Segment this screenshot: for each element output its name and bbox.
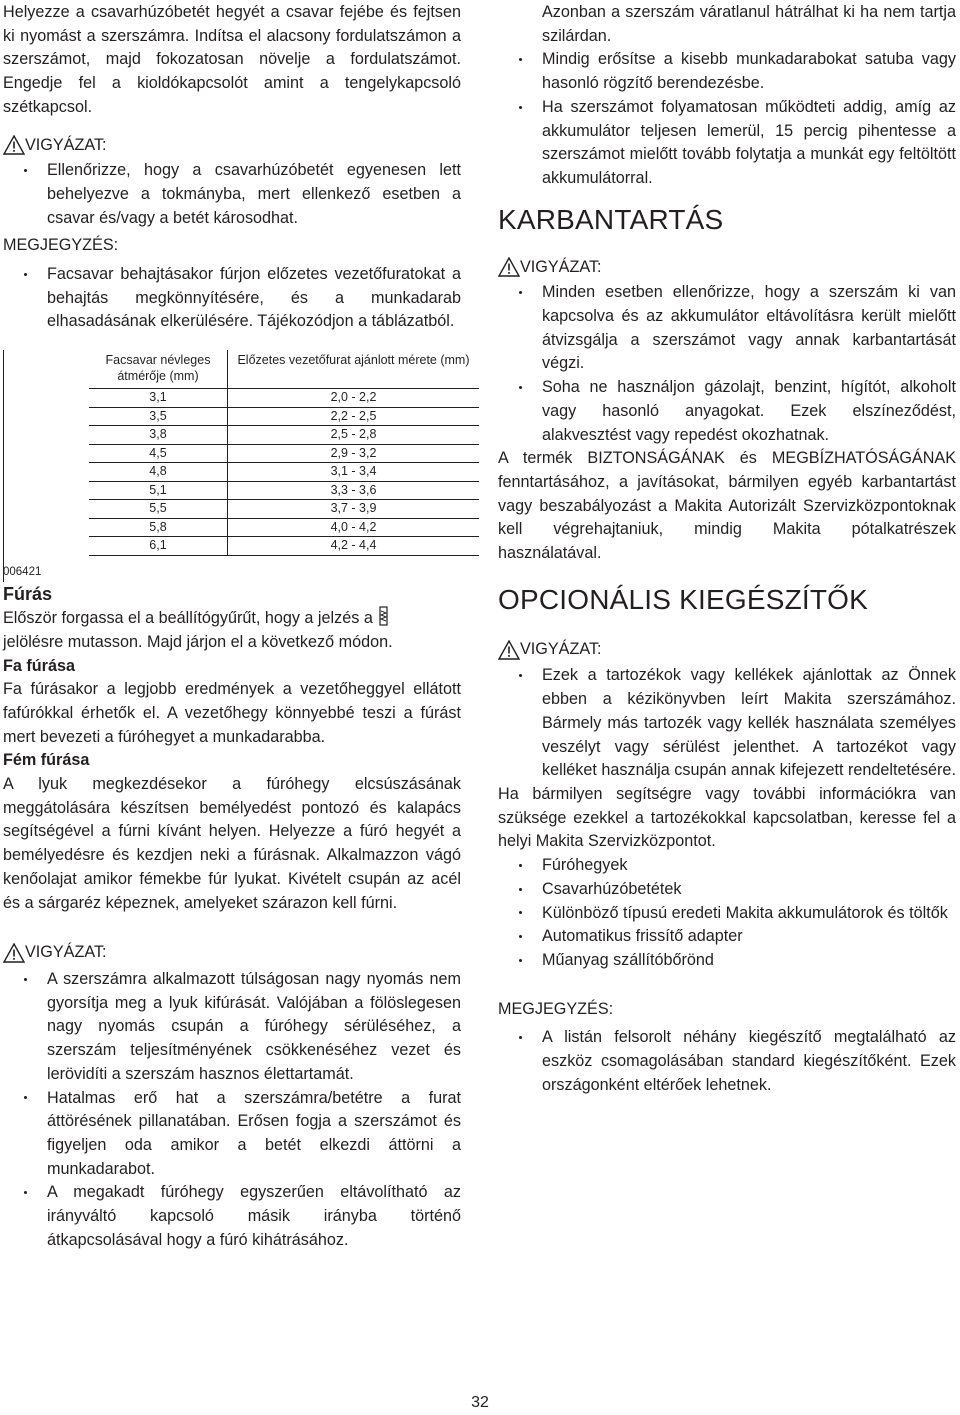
- caution-label: VIGYÁZAT:: [520, 257, 602, 276]
- warning-triangle-icon: [498, 640, 520, 660]
- pilot-hole-table: [89, 350, 479, 556]
- screw-diameter-cell: 5,8: [89, 518, 228, 537]
- list-item: Azonban a szerszám váratlanul hátrálhat ki ha nem tartja szilárdan.: [542, 3, 956, 45]
- list-item: Ezek a tartozékok vagy kellékek ajánlottak az Önnek ebben a kézikönyvben leírt Makita szerszámához. Bármely más tartozék vagy kellék használata személyes veszélyt vagy sérülést jelenthet. A tartozékot vagy kelléket használja csupán annak kifejezett rendeltetésére.: [498, 664, 956, 783]
- list-item: Facsavar behajtásakor fúrjon előzetes vezetőfuratokat a behajtás megkönnyítésére, és a munkadarab elhasadásának elkerülésére. Tájékozódjon a táblázatból.: [3, 263, 461, 334]
- pilot-hole-size-cell: 3,3 - 3,6: [228, 481, 480, 500]
- list-item: Csavarhúzóbetétek: [498, 878, 956, 902]
- list-item: Fúróhegyek: [498, 854, 956, 878]
- page-number: 32: [471, 1394, 489, 1411]
- screw-diameter-cell: 5,1: [89, 481, 228, 500]
- caution-label: VIGYÁZAT:: [25, 135, 107, 154]
- caution-heading: [498, 638, 956, 662]
- drill-mode-icon: [377, 606, 390, 626]
- pilot-hole-size-cell: 2,9 - 3,2: [228, 444, 480, 463]
- pilot-hole-size-cell: 2,2 - 2,5: [228, 407, 480, 426]
- screw-diameter-cell: 4,8: [89, 463, 228, 482]
- caution-label: VIGYÁZAT:: [25, 943, 107, 962]
- list-item: Műanyag szállítóbőrönd: [498, 949, 956, 973]
- section-title-maintenance: KARBANTARTÁS: [498, 203, 724, 235]
- maintenance-text: A termék BIZTONSÁGÁNAK és MEGBÍZHATÓSÁGÁNAK fenntartásához, a javításokat, bármilyen egyéb karbantartást vagy beszabályozást a Makita Autorizált Szervizközpontoknak kell végrehajtaniuk, mindig Makita pótalkatrészek használatával.: [498, 449, 956, 563]
- wood-text: Fa fúrásakor a legjobb eredmények a vezetőheggyel ellátott fafúrókkal érhetők el. A vezetőhegy könnyebbé teszi a fúrást mert bevezeti a fúróhegyet a munkadarabba.: [3, 680, 461, 746]
- screw-diameter-cell: 4,5: [89, 444, 228, 463]
- table-row: [89, 407, 479, 426]
- screw-diameter-cell: 3,1: [89, 389, 228, 408]
- caution-label: VIGYÁZAT:: [520, 639, 602, 658]
- table-header: Facsavar névleges átmérője (mm): [89, 350, 228, 389]
- table-row: [89, 426, 479, 445]
- pilot-hole-size-cell: 4,0 - 4,2: [228, 518, 480, 537]
- caution-heading: [498, 256, 956, 280]
- table-row: [89, 537, 479, 556]
- list-item: Minden esetben ellenőrizze, hogy a szerszám ki van kapcsolva és az akkumulátor eltávolításra került mielőtt átvizsgálja a szerszámot vagy annak karbantartását végzi.: [498, 281, 956, 376]
- table-row: [89, 518, 479, 537]
- pilot-hole-size-cell: 4,2 - 4,4: [228, 537, 480, 556]
- list-item: Hatalmas erő hat a szerszámra/betétre a furat áttörésének pillanatában. Erősen fogja a szerszámot és figyeljen oda amikor a betét elkezdi áttörni a munkadarabot.: [3, 1087, 461, 1182]
- list-item: A megakadt fúróhegy egyszerűen eltávolítható az irányváltó kapcsoló másik irányba történő átkapcsolásával hogy a fúró kihátrásához.: [3, 1181, 461, 1252]
- pilot-hole-size-cell: 2,0 - 2,2: [228, 389, 480, 408]
- list-item: Ha szerszámot folyamatosan működteti addig, amíg az akkumulátor teljesen lemerül, 15 percig pihentesse a szerszámot mielőtt tovább folytatja a munkát egy feltöltött akkumulátorral.: [498, 96, 956, 191]
- pilot-hole-size-cell: 2,5 - 2,8: [228, 426, 480, 445]
- list-item: Mindig erősítse a kisebb munkadarabokat satuba vagy hasonló rögzítő berendezésbe.: [498, 48, 956, 95]
- warning-triangle-icon: [3, 135, 25, 155]
- pilot-hole-size-cell: 3,1 - 3,4: [228, 463, 480, 482]
- caution-heading: [3, 134, 461, 158]
- table-row: [89, 444, 479, 463]
- list-item: A listán felsorolt néhány kiegészítő megtalálható az eszköz csomagolásában standard kiegészítőként. Ezek országonként eltérőek lehetnek.: [498, 1026, 956, 1097]
- pilot-hole-size-cell: 3,7 - 3,9: [228, 500, 480, 519]
- table-header: Előzetes vezetőfurat ajánlott mérete (mm): [228, 350, 480, 389]
- drilling-text: Először forgassa el a beállítógyűrűt, hogy a jelzés a jelölésre mutasson. Majd járjon el a következő módon.: [3, 606, 461, 654]
- warning-triangle-icon: [3, 943, 25, 963]
- left-column: [3, 0, 470, 1252]
- screw-diameter-cell: 3,8: [89, 426, 228, 445]
- screw-diameter-cell: 6,1: [89, 537, 228, 556]
- list-item: Különböző típusú eredeti Makita akkumulátorok és töltők: [498, 902, 956, 926]
- screw-diameter-cell: 3,5: [89, 407, 228, 426]
- table-row: [89, 389, 479, 408]
- metal-text: A lyuk megkezdésekor a fúróhegy elcsúszásának meggátolására készítsen bemélyedést pontozó és kalapács segítségével a fúrni kívánt helyen. Helyezze a fúró hegyét a bemélyedésre és kezdjen neki a fúrásnak. Alkalmazzon vágó kenőolajat amikor fémekbe fúr lyukat. Kivételt csupán az acél és a sárgaréz képeznek, amelyeket szárazon kell fúrni.: [3, 775, 461, 912]
- right-column: [498, 0, 956, 1097]
- subsection-title-metal: Fém fúrása: [3, 751, 90, 770]
- screw-table-block: [3, 350, 470, 584]
- warning-triangle-icon: [498, 257, 520, 277]
- figure-code: 006421: [3, 566, 42, 579]
- intro-paragraph: Helyezze a csavarhúzóbetét hegyét a csavar fejébe és fejtsen ki nyomást a szerszámra. Indítsa el alacsony fordulatszámon a szerszámot, majd fokozatosan növelje a fordulatszámot. Engedje fel a kioldókapcsolót amint a tengelykapcsoló szétkapcsol.: [3, 3, 461, 116]
- table-row: [89, 481, 479, 500]
- list-item: Automatikus frissítő adapter: [498, 925, 956, 949]
- table-row: [89, 500, 479, 519]
- section-title-drilling: Fúrás: [3, 584, 53, 605]
- screw-diameter-cell: 5,5: [89, 500, 228, 519]
- note-heading: MEGJEGYZÉS:: [3, 236, 119, 255]
- list-item: A szerszámra alkalmazott túlságosan nagy nyomás nem gyorsítja meg a lyuk kifúrását. Valójában a fölöslegesen nagy nyomás csupán a fúróhegy sérüléséhez, a szerszám teljesítményének csökkenéséhez vezet és lerövidíti a szerszám hasznos élettartamát.: [3, 968, 461, 1087]
- subsection-title-wood: Fa fúrása: [3, 656, 75, 675]
- table-row: [89, 463, 479, 482]
- list-item: Soha ne használjon gázolajt, benzint, hígítót, alkoholt vagy hasonló anyagokat. Ezek elszíneződést, alakvesztést vagy repedést okozhatnak.: [498, 376, 956, 447]
- section-title-optional-accessories: OPCIONÁLIS KIEGÉSZÍTŐK: [498, 583, 869, 615]
- note-heading: MEGJEGYZÉS:: [498, 999, 614, 1018]
- accessories-text: Ha bármilyen segítségre vagy további információkra van szüksége ezekkel a tartozékokkal kapcsolatban, keresse fel a helyi Makita Szervizközpontot.: [498, 784, 956, 851]
- list-item: Ellenőrizze, hogy a csavarhúzóbetét egyenesen lett behelyezve a tokmányba, mert ellenkező esetben a csavar és/vagy a betét károsodhat.: [3, 159, 461, 230]
- caution-heading: [3, 941, 461, 965]
